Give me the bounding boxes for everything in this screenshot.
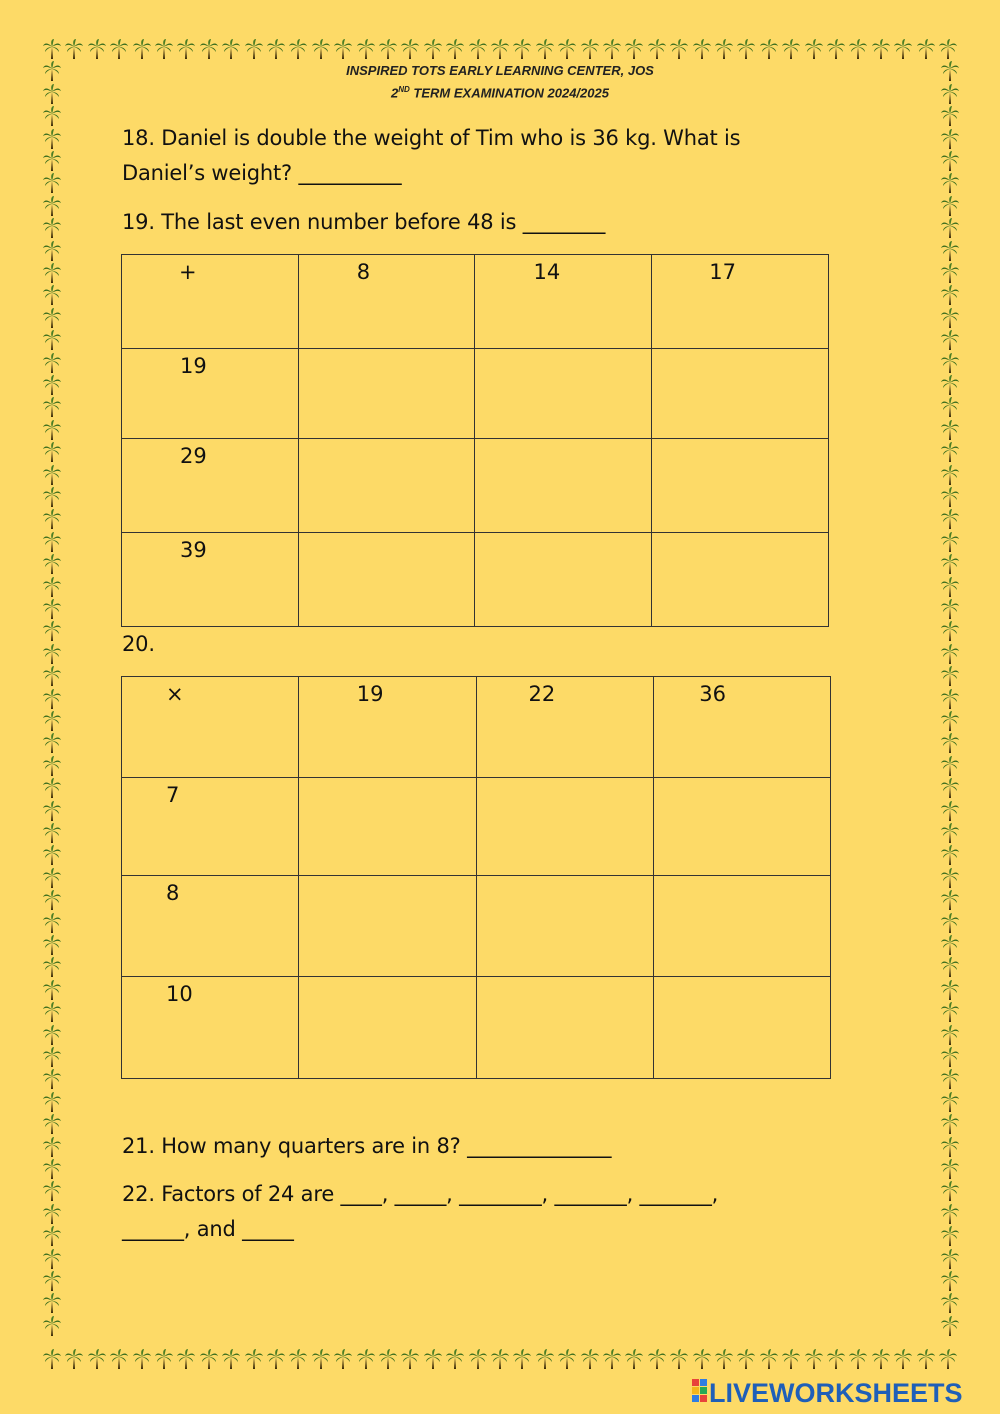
palm-tree-icon: [42, 1068, 62, 1090]
palm-tree-icon: [940, 150, 960, 172]
palm-tree-icon: [512, 1348, 532, 1370]
multiplication-table: [121, 676, 831, 1079]
palm-tree-icon: [64, 38, 84, 60]
palm-tree-icon: [311, 38, 331, 60]
palm-tree-icon: [490, 1348, 510, 1370]
palm-tree-icon: [42, 1046, 62, 1068]
palm-tree-icon: [871, 38, 891, 60]
row-label-cell: 29: [122, 439, 299, 533]
palm-tree-icon: [423, 38, 443, 60]
palm-tree-icon: [848, 38, 868, 60]
palm-tree-icon: [445, 38, 465, 60]
palm-tree-icon: [647, 1348, 667, 1370]
palm-tree-icon: [940, 688, 960, 710]
palm-tree-icon: [42, 1270, 62, 1292]
palm-tree-icon: [288, 38, 308, 60]
palm-tree-icon: [624, 1348, 644, 1370]
palm-tree-icon: [132, 38, 152, 60]
palm-tree-icon: [42, 665, 62, 687]
palm-tree-icon: [940, 1136, 960, 1158]
palm-tree-icon: [311, 1348, 331, 1370]
palm-tree-icon: [468, 38, 488, 60]
palm-tree-icon: [940, 1158, 960, 1180]
palm-tree-icon: [333, 1348, 353, 1370]
palm-tree-icon: [109, 1348, 129, 1370]
palm-tree-icon: [87, 38, 107, 60]
palm-tree-icon: [602, 1348, 622, 1370]
palm-tree-icon: [940, 1001, 960, 1023]
palm-tree-icon: [602, 38, 622, 60]
palm-tree-icon: [445, 1348, 465, 1370]
palm-tree-icon: [940, 240, 960, 262]
palm-tree-icon: [940, 1091, 960, 1113]
palm-tree-icon: [940, 710, 960, 732]
palm-tree-icon: [826, 38, 846, 60]
palm-tree-icon: [940, 956, 960, 978]
palm-tree-icon: [42, 150, 62, 172]
palm-tree-icon: [42, 531, 62, 553]
palm-tree-icon: [940, 800, 960, 822]
palm-tree-icon: [669, 38, 689, 60]
palm-tree-icon: [940, 262, 960, 284]
palm-tree-icon: [42, 284, 62, 306]
table-header-cell: 8: [298, 255, 475, 349]
palm-tree-icon: [940, 576, 960, 598]
palm-tree-icon: [940, 1270, 960, 1292]
palm-tree-icon: [916, 1348, 936, 1370]
palm-tree-icon: [647, 38, 667, 60]
palm-tree-icon: [669, 1348, 689, 1370]
palm-tree-icon: [42, 396, 62, 418]
palm-tree-icon: [940, 1203, 960, 1225]
palm-tree-icon: [692, 1348, 712, 1370]
palm-tree-icon: [736, 38, 756, 60]
palm-tree-icon: [512, 38, 532, 60]
answer-cell[interactable]: [298, 349, 475, 439]
palm-tree-icon: [42, 1225, 62, 1247]
palm-tree-icon: [400, 38, 420, 60]
palm-tree-icon: [692, 38, 712, 60]
answer-cell[interactable]: [652, 533, 829, 627]
palm-tree-icon: [42, 1315, 62, 1337]
palm-tree-icon: [132, 1348, 152, 1370]
palm-tree-icon: [940, 105, 960, 127]
answer-cell[interactable]: [654, 977, 831, 1079]
palm-tree-icon: [42, 508, 62, 530]
palm-tree-icon: [759, 1348, 779, 1370]
palm-tree-icon: [42, 307, 62, 329]
palm-tree-icon: [781, 1348, 801, 1370]
palm-tree-icon: [356, 38, 376, 60]
palm-tree-icon: [42, 889, 62, 911]
palm-tree-icon: [940, 755, 960, 777]
palm-tree-icon: [42, 262, 62, 284]
palm-tree-icon: [468, 1348, 488, 1370]
palm-tree-icon: [736, 1348, 756, 1370]
palm-tree-icon: [940, 732, 960, 754]
palm-tree-icon: [535, 38, 555, 60]
palm-tree-icon: [221, 38, 241, 60]
palm-tree-icon: [893, 38, 913, 60]
palm-tree-icon: [42, 1348, 62, 1370]
palm-tree-icon: [199, 1348, 219, 1370]
palm-tree-icon: [940, 374, 960, 396]
answer-cell[interactable]: [475, 349, 652, 439]
palm-tree-icon: [940, 1315, 960, 1337]
palm-tree-icon: [42, 1113, 62, 1135]
liveworksheets-logo: [690, 1374, 990, 1408]
palm-tree-icon: [176, 1348, 196, 1370]
table-header-cell: +: [122, 255, 299, 349]
answer-cell[interactable]: [652, 439, 829, 533]
palm-tree-icon: [42, 240, 62, 262]
palm-tree-icon: [893, 1348, 913, 1370]
row-label-cell: 8: [122, 876, 299, 977]
palm-tree-icon: [266, 38, 286, 60]
answer-cell[interactable]: [298, 533, 475, 627]
palm-tree-icon: [940, 889, 960, 911]
palm-tree-icon: [940, 464, 960, 486]
palm-tree-icon: [42, 553, 62, 575]
palm-tree-icon: [916, 38, 936, 60]
palm-tree-icon: [940, 329, 960, 351]
palm-tree-icon: [42, 800, 62, 822]
palm-tree-icon: [940, 1024, 960, 1046]
palm-tree-icon: [580, 1348, 600, 1370]
palm-tree-icon: [378, 1348, 398, 1370]
palm-tree-icon: [42, 688, 62, 710]
palm-tree-icon: [940, 1248, 960, 1270]
palm-tree-icon: [940, 777, 960, 799]
answer-cell[interactable]: [298, 778, 476, 876]
palm-tree-icon: [154, 38, 174, 60]
palm-tree-icon: [64, 1348, 84, 1370]
palm-tree-icon: [109, 38, 129, 60]
palm-tree-icon: [378, 38, 398, 60]
palm-tree-icon: [940, 1046, 960, 1068]
answer-cell[interactable]: [654, 778, 831, 876]
palm-tree-icon: [714, 38, 734, 60]
palm-tree-icon: [87, 1348, 107, 1370]
palm-tree-icon: [940, 172, 960, 194]
question-18: 18. Daniel is double the weight of Tim who is 36 kg. What is Daniel’s weight? __________: [122, 126, 741, 185]
palm-tree-icon: [938, 38, 958, 60]
palm-tree-icon: [940, 307, 960, 329]
palm-tree-icon: [42, 486, 62, 508]
palm-tree-icon: [42, 979, 62, 1001]
palm-tree-icon: [42, 1180, 62, 1202]
palm-tree-icon: [940, 979, 960, 1001]
palm-tree-icon: [42, 1292, 62, 1314]
palm-tree-icon: [42, 620, 62, 642]
palm-tree-icon: [42, 912, 62, 934]
palm-tree-icon: [940, 284, 960, 306]
palm-tree-icon: [42, 867, 62, 889]
palm-tree-icon: [42, 576, 62, 598]
palm-tree-icon: [826, 1348, 846, 1370]
question-20: 20.: [122, 632, 155, 656]
row-label-cell: 39: [122, 533, 299, 627]
palm-tree-icon: [42, 643, 62, 665]
palm-tree-icon: [42, 732, 62, 754]
palm-tree-icon: [42, 464, 62, 486]
palm-tree-icon: [42, 822, 62, 844]
palm-tree-icon: [42, 1248, 62, 1270]
table-header-cell: 36: [654, 677, 831, 778]
palm-tree-icon: [288, 1348, 308, 1370]
palm-tree-icon: [42, 352, 62, 374]
palm-tree-icon: [199, 38, 219, 60]
svg-text:LIVEWORKSHEETS: LIVEWORKSHEETS: [709, 1378, 963, 1408]
palm-tree-icon: [221, 1348, 241, 1370]
palm-tree-icon: [940, 643, 960, 665]
palm-tree-icon: [42, 419, 62, 441]
palm-tree-icon: [42, 128, 62, 150]
palm-tree-icon: [759, 38, 779, 60]
answer-cell[interactable]: [475, 439, 652, 533]
palm-tree-icon: [176, 38, 196, 60]
palm-tree-icon: [42, 374, 62, 396]
palm-tree-icon: [940, 934, 960, 956]
table-header-cell: 22: [476, 677, 654, 778]
palm-tree-icon: [940, 912, 960, 934]
palm-tree-icon: [940, 1292, 960, 1314]
palm-tree-icon: [423, 1348, 443, 1370]
palm-tree-icon: [804, 38, 824, 60]
palm-tree-icon: [940, 620, 960, 642]
palm-tree-icon: [42, 105, 62, 127]
palm-tree-icon: [356, 1348, 376, 1370]
palm-tree-icon: [940, 598, 960, 620]
palm-tree-icon: [940, 822, 960, 844]
answer-cell[interactable]: [476, 977, 654, 1079]
table-header-cell: ×: [122, 677, 299, 778]
palm-tree-icon: [244, 38, 264, 60]
answer-cell[interactable]: [298, 876, 476, 977]
palm-tree-icon: [804, 1348, 824, 1370]
palm-tree-icon: [940, 1068, 960, 1090]
palm-tree-icon: [940, 128, 960, 150]
palm-tree-icon: [871, 1348, 891, 1370]
palm-tree-icon: [580, 38, 600, 60]
answer-cell[interactable]: [298, 977, 476, 1079]
palm-tree-icon: [42, 777, 62, 799]
palm-tree-icon: [557, 38, 577, 60]
table-header-cell: 17: [652, 255, 829, 349]
school-name: INSPIRED TOTS EARLY LEARNING CENTER, JOS: [346, 63, 654, 78]
palm-tree-icon: [940, 531, 960, 553]
answer-cell[interactable]: [475, 533, 652, 627]
palm-tree-icon: [557, 1348, 577, 1370]
table-header-cell: 14: [475, 255, 652, 349]
palm-tree-icon: [42, 38, 62, 60]
palm-tree-icon: [42, 329, 62, 351]
question-19: 19. The last even number before 48 is ________: [122, 210, 606, 234]
question-22: 22. Factors of 24 are ____, _____, ________, _______, _______, ______, and _____: [122, 1182, 719, 1241]
exam-title: 2ND TERM EXAMINATION 2024/2025: [391, 85, 609, 101]
palm-tree-icon: [940, 553, 960, 575]
answer-cell[interactable]: [652, 349, 829, 439]
palm-tree-icon: [940, 352, 960, 374]
palm-tree-icon: [42, 1136, 62, 1158]
addition-table: [121, 254, 829, 627]
palm-tree-icon: [940, 844, 960, 866]
palm-tree-icon: [714, 1348, 734, 1370]
palm-tree-icon: [940, 419, 960, 441]
palm-tree-icon: [940, 665, 960, 687]
answer-cell[interactable]: [476, 876, 654, 977]
row-label-cell: 19: [122, 349, 299, 439]
palm-tree-icon: [940, 217, 960, 239]
palm-tree-icon: [400, 1348, 420, 1370]
palm-tree-icon: [333, 38, 353, 60]
answer-cell[interactable]: [298, 439, 475, 533]
palm-tree-icon: [535, 1348, 555, 1370]
palm-tree-icon: [42, 217, 62, 239]
palm-tree-icon: [940, 867, 960, 889]
palm-tree-icon: [42, 1091, 62, 1113]
palm-tree-icon: [940, 508, 960, 530]
palm-tree-icon: [940, 1180, 960, 1202]
palm-tree-icon: [42, 934, 62, 956]
palm-tree-icon: [940, 486, 960, 508]
palm-tree-icon: [940, 1113, 960, 1135]
palm-tree-icon: [42, 844, 62, 866]
table-header-cell: 19: [298, 677, 476, 778]
palm-tree-icon: [781, 38, 801, 60]
palm-tree-icon: [42, 1024, 62, 1046]
palm-tree-icon: [624, 38, 644, 60]
palm-tree-icon: [940, 1225, 960, 1247]
palm-tree-icon: [42, 1001, 62, 1023]
palm-tree-icon: [42, 441, 62, 463]
palm-tree-icon: [244, 1348, 264, 1370]
row-label-cell: 7: [122, 778, 299, 876]
answer-cell[interactable]: [476, 778, 654, 876]
palm-tree-icon: [42, 195, 62, 217]
palm-tree-icon: [42, 1158, 62, 1180]
palm-tree-icon: [42, 755, 62, 777]
palm-tree-icon: [940, 396, 960, 418]
row-label-cell: 10: [122, 977, 299, 1079]
answer-cell[interactable]: [654, 876, 831, 977]
palm-tree-icon: [490, 38, 510, 60]
question-21: 21. How many quarters are in 8? ______________: [122, 1134, 612, 1158]
palm-tree-icon: [266, 1348, 286, 1370]
palm-tree-icon: [42, 598, 62, 620]
palm-tree-icon: [42, 710, 62, 732]
palm-tree-icon: [42, 956, 62, 978]
palm-tree-icon: [848, 1348, 868, 1370]
palm-tree-icon: [938, 1348, 958, 1370]
palm-tree-icon: [42, 172, 62, 194]
palm-tree-icon: [154, 1348, 174, 1370]
palm-tree-icon: [940, 441, 960, 463]
palm-tree-icon: [42, 1203, 62, 1225]
palm-tree-icon: [940, 195, 960, 217]
